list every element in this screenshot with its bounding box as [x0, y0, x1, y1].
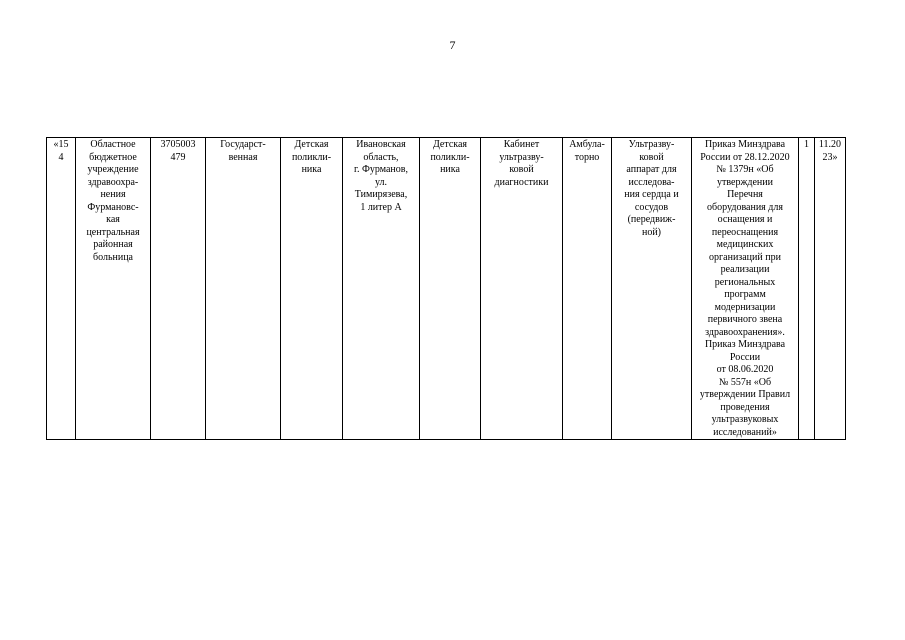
equipment-cell: Ультразву- ковой аппарат для исследова- ния сердца и сосудов (передвиж- ной): [612, 138, 692, 440]
care-form-cell: Амбула- торно: [563, 138, 612, 440]
date-cell: 11.20 23»: [815, 138, 846, 440]
page-number: 7: [449, 38, 456, 52]
registry-table: [46, 137, 846, 440]
unit-type-cell: Детская поликли- ника: [281, 138, 343, 440]
quantity-cell: 1: [799, 138, 815, 440]
cabinet-cell: Кабинет ультразву- ковой диагностики: [481, 138, 563, 440]
basis-cell: Приказ Минздрава России от 28.12.2020 № 1379н «Об утверждении Перечня оборудования для оснащения и переоснащения медицинских организаций при реализации региональных программ модернизации первичного звена здравоохранения». Приказ Минздрава России от 08.06.2020 № 557н «Об утверждении Правил проведения ультразвуковых исследований»: [692, 138, 799, 440]
organization-cell: Областное бюджетное учреждение здравоохра- нения Фурмановс- кая центральная районная больница: [76, 138, 151, 440]
inn-cell: 3705003 479: [151, 138, 206, 440]
department-cell: Детская поликли- ника: [420, 138, 481, 440]
address-cell: Ивановская область, г. Фурманов, ул. Тимирязева, 1 литер А: [343, 138, 420, 440]
row-number-cell: «15 4: [47, 138, 76, 440]
ownership-cell: Государст- венная: [206, 138, 281, 440]
table-row: [47, 138, 846, 440]
